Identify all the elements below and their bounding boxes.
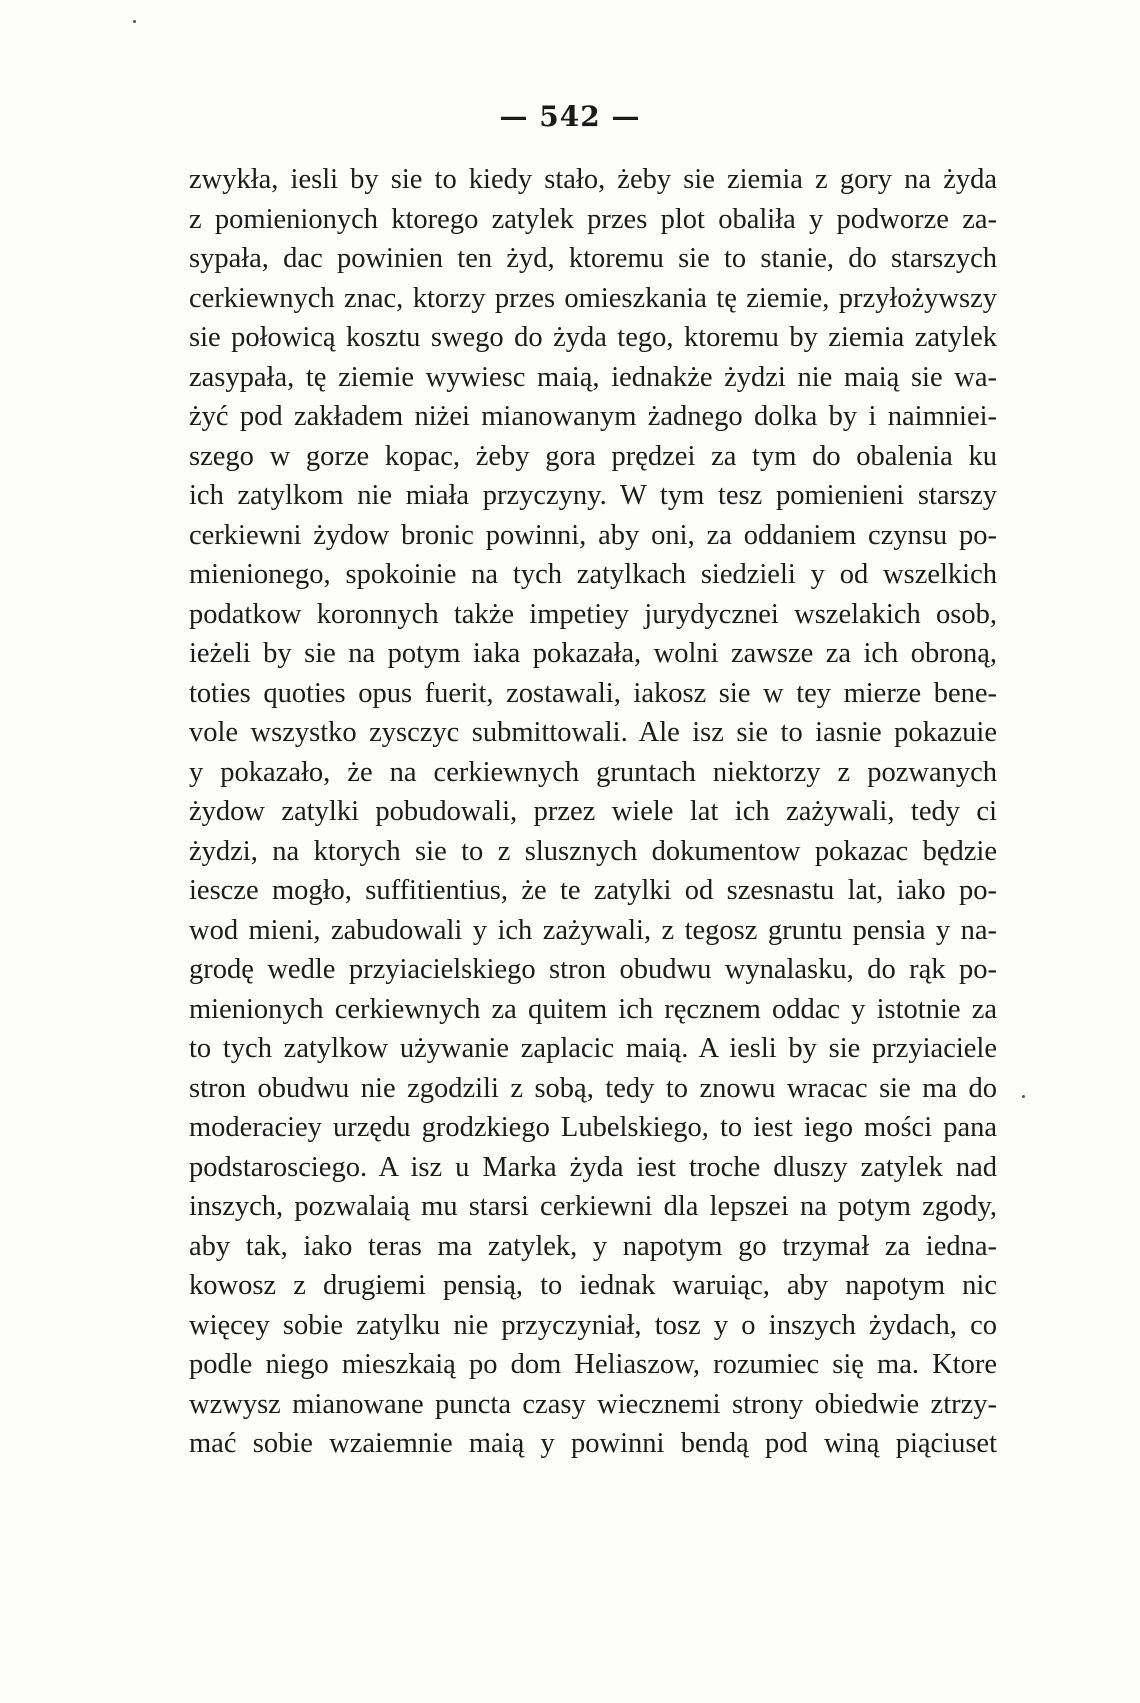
text-line: podle niego mieszkaią po dom Heliaszow, rozumiec się ma. Ktore: [189, 1349, 997, 1380]
text-line: podstarosciego. A isz u Marka żyda iest troche dluszy zatylek nad: [189, 1151, 997, 1183]
text-line: kowosz z drugiemi pensią, to iednak waruiąc, aby napotym nic: [189, 1270, 997, 1301]
text-line: z pomienionych ktorego zatylek przes plot obaliła y podworze za-: [189, 203, 997, 235]
text-line: aby tak, iako teras ma zatylek, y napotym go trzymał za iedna-: [189, 1230, 997, 1262]
text-line: ieżeli by sie na potym iaka pokazała, wolni zawsze za ich obroną,: [189, 638, 997, 669]
text-line: inszych, pozwalaią mu starsi cerkiewni dla lepszei na potym zgody,: [189, 1191, 997, 1222]
body-text: [189, 160, 997, 1464]
text-line: toties quoties opus fuerit, zostawali, iakosz sie w tey mierze bene-: [189, 677, 997, 709]
text-line: vole wszystko zysczyc submittowali. Ale isz sie to iasnie pokazuie: [189, 717, 997, 748]
text-line: mać sobie wzaiemnie maią y powinni bendą pod winą piąciuset: [189, 1428, 997, 1459]
text-line: ich zatylkom nie miała przyczyny. W tym tesz pomienieni starszy: [189, 480, 997, 511]
text-line: podatkow koronnych także impetiey jurydycznei wszelakich osob,: [189, 598, 997, 630]
text-line: y pokazało, że na cerkiewnych gruntach niektorzy z pozwanych: [189, 756, 997, 788]
text-line: sie połowicą kosztu swego do żyda tego, ktoremu by ziemia zatylek: [189, 322, 997, 353]
text-line: mienionego, spokoinie na tych zatylkach siedzieli y od wszelkich: [189, 559, 997, 590]
text-line: zwykła, iesli by sie to kiedy stało, żeby sie ziemia z gory na żyda: [189, 164, 997, 195]
text-line: sypała, dac powinien ten żyd, ktoremu sie to stanie, do starszych: [189, 243, 997, 274]
text-line: żydow zatylki pobudowali, przez wiele lat ich zażywali, tedy ci: [189, 796, 997, 827]
text-line: cerkiewnych znac, ktorzy przes omieszkania tę ziemie, przyłożywszy: [189, 282, 997, 314]
text-line: szego w gorze kopac, żeby gora prędzei za tym do obalenia ku: [189, 440, 997, 472]
text-line: wzwysz mianowane puncta czasy wiecznemi strony obiedwie ztrzy-: [189, 1388, 997, 1420]
text-line: żydzi, na ktorych sie to z slusznych dokumentow pokazac będzie: [189, 835, 997, 867]
text-line: moderaciey urzędu grodzkiego Lubelskiego, to iest iego mości pana: [189, 1112, 997, 1143]
text-line: to tych zatylkow używanie zaplacic maią. A iesli by sie przyiaciele: [189, 1033, 997, 1064]
print-speck: [133, 20, 136, 23]
text-line: więcey sobie zatylku nie przyczyniał, tosz y o inszych żydach, co: [189, 1309, 997, 1341]
text-line: zasypała, tę ziemie wywiesc maią, iednakże żydzi nie maią sie wa-: [189, 361, 997, 393]
text-line: iescze mogło, suffitientius, że te zatylki od szesnastu lat, iako po-: [189, 875, 997, 906]
page-number: — 542 —: [499, 100, 641, 133]
text-line: żyć pod zakładem niżei mianowanym żadnego dolka by i naimniei-: [189, 401, 997, 432]
text-line: cerkiewni żydow bronic powinni, aby oni, za oddaniem czynsu po-: [189, 519, 997, 551]
text-line: grodę wedle przyiacielskiego stron obudwu wynalasku, do rąk po-: [189, 954, 997, 985]
text-line: mienionych cerkiewnych za quitem ich ręcznem oddac y istotnie za: [189, 993, 997, 1025]
text-line: wod mieni, zabudowali y ich zażywali, z tegosz gruntu pensia y na-: [189, 914, 997, 946]
print-speck: [1022, 1095, 1025, 1098]
text-line: stron obudwu nie zgodzili z sobą, tedy to znowu wracac sie ma do: [189, 1072, 997, 1104]
